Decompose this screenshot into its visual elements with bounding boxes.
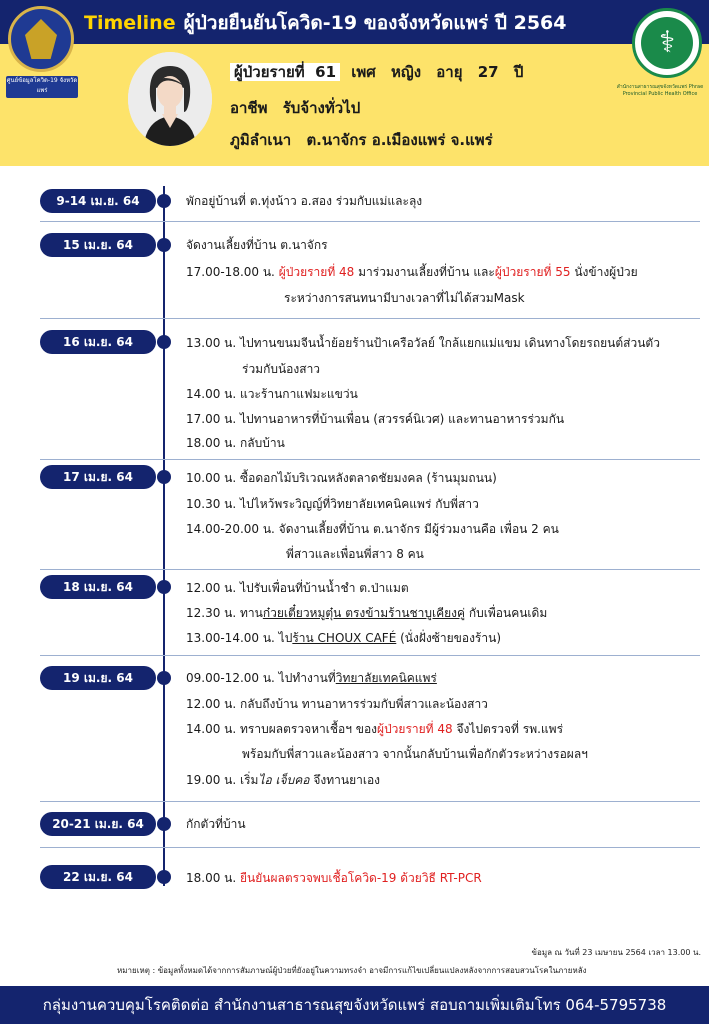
symptom-text: ไอ เจ็บคอ — [258, 773, 310, 787]
case-number: 61 — [315, 63, 337, 81]
patient-avatar-icon — [128, 52, 212, 146]
event-text: 12.00 น. ไปรับเพื่อนที่บ้านน้ำชำ ต.ป่าแมต — [186, 581, 409, 595]
timeline-dot — [157, 194, 171, 208]
event-text: 12.30 น. ทานก๋วยเตี๋ยวหมูตุ๋น ตรงข้ามร้านชาบูเคียงคู่ กับเพื่อนคนเดิม — [186, 606, 548, 620]
event-text: กักตัวที่บ้าน — [186, 817, 246, 831]
occupation-label: อาชีพ — [230, 99, 268, 117]
date-badge: 19 เม.ย. 64 — [40, 666, 156, 690]
footer-contact: กลุ่มงานควบคุมโรคติดต่อ สำนักงานสาธารณสุขจังหวัดแพร่ สอบถามเพิ่มเติมโทร 064-5795738 — [0, 986, 709, 1024]
place-link: ร้าน CHOUX CAFÉ — [292, 631, 397, 645]
event-text: พักอยู่บ้านที่ ต.ทุ่งน้าว อ.สอง ร่วมกับแม่และลุง — [186, 194, 423, 208]
timeline-dot — [157, 870, 171, 884]
event-text: 13.00-14.00 น. ไปร้าน CHOUX CAFÉ (นั่งฝั่งซ้ายของร้าน) — [186, 631, 501, 645]
domicile-label: ภูมิลำเนา — [230, 131, 292, 149]
event-text: 17.00-18.00 น. ผู้ป่วยรายที่ 48 มาร่วมงานเลี้ยงที่บ้าน และผู้ป่วยรายที่ 55 นั่งข้างผู้ป่วย — [186, 265, 638, 279]
date-badge: 20-21 เม.ย. 64 — [40, 812, 156, 836]
timeline-dot — [157, 671, 171, 685]
page-title — [84, 8, 566, 38]
place-link: วิทยาลัยเทคนิคแพร่ — [335, 671, 437, 685]
divider — [40, 655, 700, 656]
date-badge: 9-14 เม.ย. 64 — [40, 189, 156, 213]
date-badge: 15 เม.ย. 64 — [40, 233, 156, 257]
event-text: 10.00 น. ซื้อดอกไม้บริเวณหลังตลาดชัยมงคล (ร้านมุมถนน) — [186, 471, 497, 485]
logo-right-caption: สำนักงานสาธารณสุขจังหวัดแพร่ Phrae Provincial Public Health Office — [616, 84, 704, 97]
event-text: 19.00 น. เริ่มไอ เจ็บคอ จึงทานยาเอง — [186, 773, 381, 787]
event-text: จัดงานเลี้ยงที่บ้าน ต.นาจักร — [186, 238, 328, 252]
event-text: 18.00 น. ยืนยันผลตรวจพบเชื้อโควิด-19 ด้วยวิธี RT-PCR — [186, 871, 482, 885]
divider — [40, 801, 700, 802]
title-text: ผู้ป่วยยืนยันโควิด-19 ของจังหวัดแพร่ ปี 2564 — [183, 12, 567, 34]
timeline-dot — [157, 238, 171, 252]
timeline-dot — [157, 335, 171, 349]
divider — [40, 459, 700, 460]
sex-label: เพศ — [351, 63, 376, 81]
event-text: พร้อมกับพี่สาวและน้องสาว จากนั้นกลับบ้านเพื่อกักตัวระหว่างรอผลฯ — [242, 747, 588, 761]
event-text: 12.00 น. กลับถึงบ้าน ทานอาหารร่วมกับพี่สาวและน้องสาว — [186, 697, 488, 711]
age-label: อายุ — [436, 63, 463, 81]
event-text: 09.00-12.00 น. ไปทำงานที่วิทยาลัยเทคนิคแพร่ — [186, 671, 437, 685]
date-badge: 18 เม.ย. 64 — [40, 575, 156, 599]
timeline-dot — [157, 580, 171, 594]
occupation-value: รับจ้างทั่วไป — [282, 99, 361, 117]
data-date: ข้อมูล ณ วันที่ 23 เมษายน 2564 เวลา 13.00 น. — [531, 948, 701, 957]
case-label: ผู้ป่วยรายที่ — [234, 63, 305, 81]
footnote: หมายเหตุ : ข้อมูลทั้งหมดได้จากการสัมภาษณ์ผู้ป่วยที่ยังอยู่ในความทรงจำ อาจมีการแก้ไขเปลี่ยนแปลงหลังจากการสอบสวนโรคในภายหลัง — [117, 966, 587, 975]
domicile-value: ต.นาจักร อ.เมืองแพร่ จ.แพร่ — [306, 131, 493, 149]
date-badge: 17 เม.ย. 64 — [40, 465, 156, 489]
provincial-seal-icon — [8, 6, 74, 72]
event-text: 10.30 น. ไปไหว้พระวิญญ์ที่วิทยาลัยเทคนิคแพร่ กับพี่สาว — [186, 497, 479, 511]
date-badge: 22 เม.ย. 64 — [40, 865, 156, 889]
age-value: 27 — [477, 63, 499, 81]
divider — [40, 847, 700, 848]
timeline-dot — [157, 470, 171, 484]
patient-domicile-line — [230, 128, 493, 152]
event-text: 13.00 น. ไปทานขนมจีนน้ำย้อยร้านป้าเครือวัลย์ ใกล้แยกแม่แขม เดินทางโดยรถยนต์ส่วนตัว — [186, 336, 660, 350]
case-ref: ผู้ป่วยรายที่ 48 — [278, 265, 355, 279]
timeline-line — [163, 186, 165, 886]
age-unit: ปี — [513, 63, 524, 81]
event-text: 14.00 น. แวะร้านกาแฟมะแขว่น — [186, 387, 358, 401]
patient-occupation-line — [230, 96, 360, 120]
event-text: 14.00 น. ทราบผลตรวจหาเชื้อฯ ของผู้ป่วยรายที่ 48 จึงไปตรวจที่ รพ.แพร่ — [186, 722, 564, 736]
logo-left-caption: ศูนย์ข้อมูลโควิด-19 จังหวัดแพร่ — [6, 76, 78, 98]
event-text: 18.00 น. กลับบ้าน — [186, 436, 285, 450]
confirmed-text: ยืนยันผลตรวจพบเชื้อโควิด-19 ด้วยวิธี RT-PCR — [240, 871, 482, 885]
ministry-of-public-health-logo-icon: ⚕ — [632, 8, 702, 78]
case-ref: ผู้ป่วยรายที่ 48 — [377, 722, 453, 736]
divider — [40, 569, 700, 570]
place-link: ก๋วยเตี๋ยวหมูตุ๋น ตรงข้ามร้านชาบูเคียงคู่ — [262, 606, 466, 620]
patient-case-line — [230, 60, 523, 84]
date-badge: 16 เม.ย. 64 — [40, 330, 156, 354]
divider — [40, 318, 700, 319]
title-timeline: Timeline — [84, 12, 176, 34]
case-ref: ผู้ป่วยรายที่ 55 — [494, 265, 571, 279]
event-text: ระหว่างการสนทนามีบางเวลาที่ไม่ได้สวมMask — [284, 291, 525, 305]
event-text: ร่วมกับน้องสาว — [242, 362, 321, 376]
timeline-dot — [157, 817, 171, 831]
event-text: 14.00-20.00 น. จัดงานเลี้ยงที่บ้าน ต.นาจักร มีผู้ร่วมงานคือ เพื่อน 2 คน — [186, 522, 559, 536]
event-text: พี่สาวและเพื่อนพี่สาว 8 คน — [286, 547, 424, 561]
divider — [40, 221, 700, 222]
sex-value: หญิง — [391, 63, 422, 81]
event-text: 17.00 น. ไปทานอาหารที่บ้านเพื่อน (สวรรค์นิเวศ) และทานอาหารร่วมกัน — [186, 412, 565, 426]
